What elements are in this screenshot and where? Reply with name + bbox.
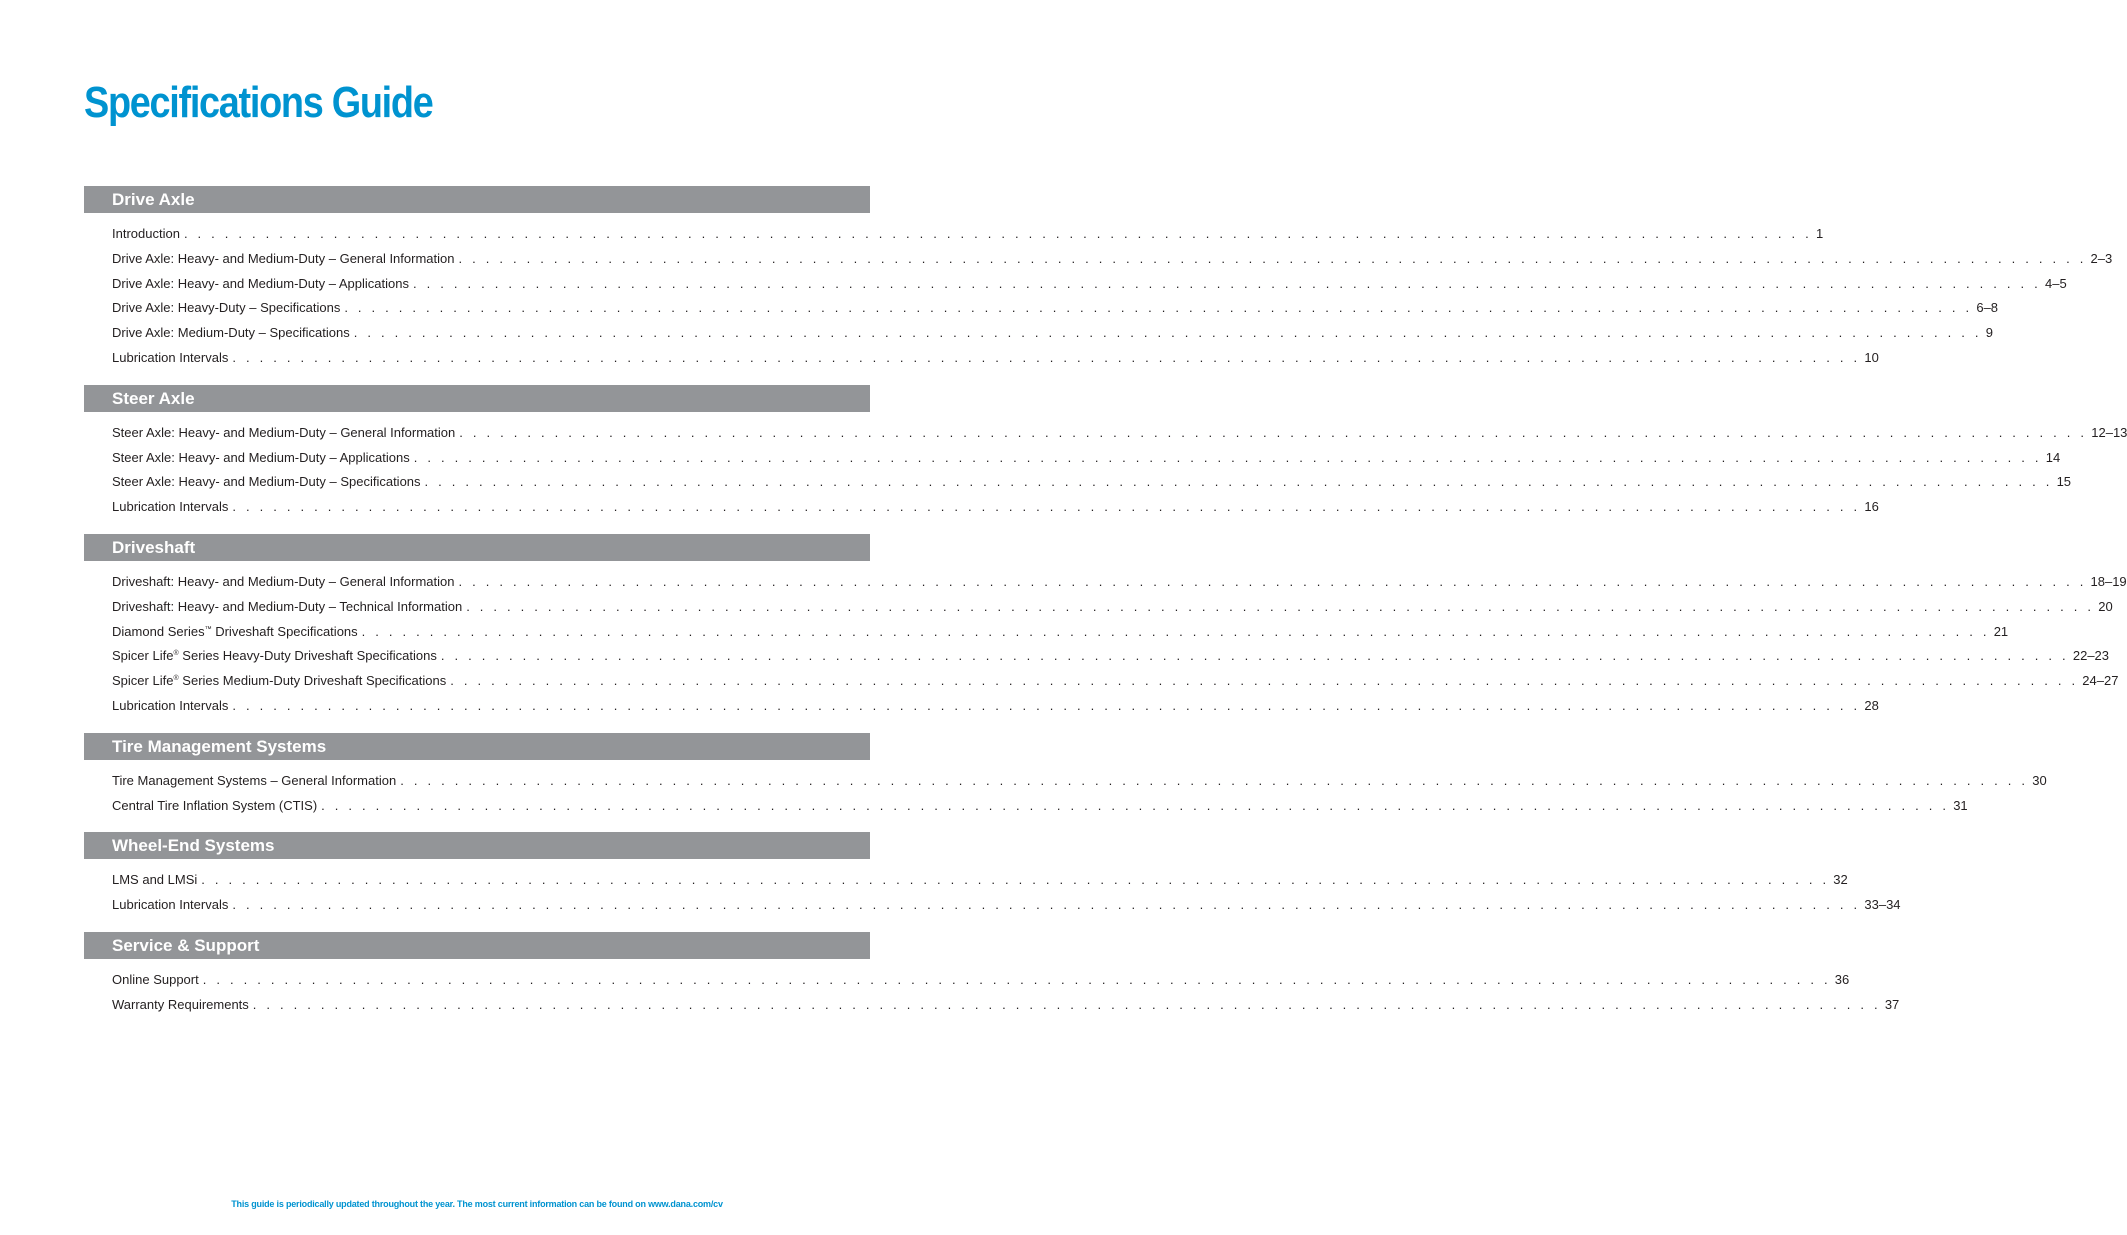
toc-entry[interactable] bbox=[112, 424, 2127, 450]
toc-entry-page: 4–5 bbox=[2045, 275, 2067, 291]
section-heading: Tire Management Systems bbox=[84, 733, 870, 760]
toc-entry-label: Drive Axle: Heavy- and Medium-Duty – Applications bbox=[112, 275, 409, 291]
section-heading: Wheel-End Systems bbox=[84, 832, 870, 859]
toc-entry-page: 16 bbox=[1864, 499, 1879, 515]
toc-entry-label: Introduction bbox=[112, 226, 180, 241]
toc-entry[interactable] bbox=[112, 971, 1850, 997]
dot-leader: . . . . . . . . . . . . . . . . . . . . . . . . . . . . . . . . . . . . . . . . . . . . . . . . . . . . . . . . . . . . . . . . . . . . . . . . . . . . . . . . . . . . . . . . . . . . . . . . . . . . . . . . . . . . . . . . . . . . . . . . bbox=[201, 872, 1830, 888]
dot-leader: . . . . . . . . . . . . . . . . . . . . . . . . . . . . . . . . . . . . . . . . . . . . . . . . . . . . . . . . . . . . . . . . . . . . . . . . . . . . . . . . . . . . . . . . . . . . . . . . . . . . . . . . . . . . . . . . . . . . . . . . bbox=[202, 971, 1831, 987]
toc-entry-page: 14 bbox=[2045, 449, 2061, 465]
toc-entry-label: Central Tire Inflation System (CTIS) bbox=[112, 797, 318, 813]
dot-leader: . . . . . . . . . . . . . . . . . . . . . . . . . . . . . . . . . . . . . . . . . . . . . . . . . . . . . . . . . . . . . . . . . . . . . . . . . . . . . . . . . . . . . . . . . . . . . . . . . . . . . . . . . . . . . . . . . . . . . . . . bbox=[353, 325, 1982, 341]
section-heading: Drive Axle bbox=[84, 186, 870, 213]
toc-section bbox=[84, 832, 1901, 932]
toc-entry-label: Driveshaft: Heavy- and Medium-Duty – General Information bbox=[112, 573, 455, 589]
toc-entry-label: Spicer Life® Series Medium-Duty Driveshaft Specifications bbox=[112, 673, 447, 689]
toc-entry-page: 33–34 bbox=[1864, 897, 1901, 913]
dot-leader: . . . . . . . . . . . . . . . . . . . . . . . . . . . . . . . . . . . . . . . . . . . . . . . . . . . . . . . . . . . . . . . . . . . . . . . . . . . . . . . . . . . . . . . . . . . . . . . . . . . . . . . . . . . . . . . . . . . . . . . . bbox=[459, 424, 2088, 440]
toc-entry-page: 21 bbox=[1993, 623, 2009, 639]
dot-leader: . . . . . . . . . . . . . . . . . . . . . . . . . . . . . . . . . . . . . . . . . . . . . . . . . . . . . . . . . . . . . . . . . . . . . . . . . . . . . . . . . . . . . . . . . . . . . . . . . . . . . . . . . . . . . . . . . . . . . . . . bbox=[232, 897, 1861, 913]
dot-leader: . . . . . . . . . . . . . . . . . . . . . . . . . . . . . . . . . . . . . . . . . . . . . . . . . . . . . . . . . . . . . . . . . . . . . . . . . . . . . . . . . . . . . . . . . . . . . . . . . . . . . . . . . . . . . . . . . . . . . . . . bbox=[344, 300, 1973, 316]
section-entries bbox=[84, 760, 2047, 833]
dot-leader: . . . . . . . . . . . . . . . . . . . . . . . . . . . . . . . . . . . . . . . . . . . . . . . . . . . . . . . . . . . . . . . . . . . . . . . . . . . . . . . . . . . . . . . . . . . . . . . . . . . . . . . . . . . . . . . . . . . . . . . . bbox=[252, 996, 1881, 1012]
section-heading: Driveshaft bbox=[84, 534, 870, 561]
dot-leader: . . . . . . . . . . . . . . . . . . . . . . . . . . . . . . . . . . . . . . . . . . . . . . . . . . . . . . . . . . . . . . . . . . . . . . . . . . . . . . . . . . . . . . . . . . . . . . . . . . . . . . . . . . . . . . . . . . . . . . . . bbox=[232, 697, 1861, 713]
toc-section bbox=[84, 534, 2127, 733]
toc-entry[interactable] bbox=[112, 325, 1993, 350]
toc-entry-label: Lubrication Intervals bbox=[112, 499, 229, 515]
toc-entry-label: Driveshaft: Heavy- and Medium-Duty – Technical Information bbox=[112, 598, 463, 614]
dot-leader: . . . . . . . . . . . . . . . . . . . . . . . . . . . . . . . . . . . . . . . . . . . . . . . . . . . . . . . . . . . . . . . . . . . . . . . . . . . . . . . . . . . . . . . . . . . . . . . . . . . . . . . . . . . . . . . . . . . . . . . . bbox=[183, 226, 1812, 241]
section-entries bbox=[84, 959, 1900, 1032]
toc-entry[interactable] bbox=[112, 300, 1999, 325]
toc-entry[interactable] bbox=[112, 474, 2072, 499]
toc-entry-page: 24–27 bbox=[2082, 673, 2119, 689]
toc-entry-label: Lubrication Intervals bbox=[112, 697, 229, 713]
dot-leader: . . . . . . . . . . . . . . . . . . . . . . . . . . . . . . . . . . . . . . . . . . . . . . . . . . . . . . . . . . . . . . . . . . . . . . . . . . . . . . . . . . . . . . . . . . . . . . . . . . . . . . . . . . . . . . . . . . . . . . . . bbox=[450, 673, 2079, 689]
toc-entry-page: 10 bbox=[1864, 349, 1879, 365]
toc-entry-label: Drive Axle: Heavy- and Medium-Duty – General Information bbox=[112, 250, 455, 266]
toc-entry[interactable] bbox=[112, 499, 1879, 524]
toc-entry-label: Warranty Requirements bbox=[112, 996, 249, 1012]
toc-entry-page: 6–8 bbox=[1976, 300, 1999, 316]
toc-entry-page: 1 bbox=[1815, 226, 1824, 241]
toc-entry-page: 31 bbox=[1953, 797, 1968, 813]
toc-entry-page: 12–13 bbox=[2091, 424, 2127, 440]
toc-entry-page: 37 bbox=[1884, 996, 1900, 1012]
dot-leader: . . . . . . . . . . . . . . . . . . . . . . . . . . . . . . . . . . . . . . . . . . . . . . . . . . . . . . . . . . . . . . . . . . . . . . . . . . . . . . . . . . . . . . . . . . . . . . . . . . . . . . . . . . . . . . . . . . . . . . . . bbox=[466, 598, 2095, 614]
toc-entry-page: 15 bbox=[2056, 474, 2072, 490]
toc-entry-page: 20 bbox=[2098, 598, 2113, 614]
dot-leader: . . . . . . . . . . . . . . . . . . . . . . . . . . . . . . . . . . . . . . . . . . . . . . . . . . . . . . . . . . . . . . . . . . . . . . . . . . . . . . . . . . . . . . . . . . . . . . . . . . . . . . . . . . . . . . . . . . . . . . . . bbox=[400, 772, 2029, 788]
dot-leader: . . . . . . . . . . . . . . . . . . . . . . . . . . . . . . . . . . . . . . . . . . . . . . . . . . . . . . . . . . . . . . . . . . . . . . . . . . . . . . . . . . . . . . . . . . . . . . . . . . . . . . . . . . . . . . . . . . . . . . . . bbox=[232, 499, 1861, 515]
toc-section bbox=[84, 186, 2113, 385]
toc-entry-page: 32 bbox=[1833, 872, 1848, 888]
dot-leader: . . . . . . . . . . . . . . . . . . . . . . . . . . . . . . . . . . . . . . . . . . . . . . . . . . . . . . . . . . . . . . . . . . . . . . . . . . . . . . . . . . . . . . . . . . . . . . . . . . . . . . . . . . . . . . . . . . . . . . . . bbox=[361, 623, 1990, 639]
toc-section bbox=[84, 733, 2047, 833]
dot-leader: . . . . . . . . . . . . . . . . . . . . . . . . . . . . . . . . . . . . . . . . . . . . . . . . . . . . . . . . . . . . . . . . . . . . . . . . . . . . . . . . . . . . . . . . . . . . . . . . . . . . . . . . . . . . . . . . . . . . . . . . bbox=[440, 648, 2069, 664]
toc-entry[interactable] bbox=[112, 275, 2067, 301]
section-entries bbox=[84, 213, 2113, 385]
dot-leader: . . . . . . . . . . . . . . . . . . . . . . . . . . . . . . . . . . . . . . . . . . . . . . . . . . . . . . . . . . . . . . . . . . . . . . . . . . . . . . . . . . . . . . . . . . . . . . . . . . . . . . . . . . . . . . . . . . . . . . . . bbox=[458, 573, 2087, 589]
section-entries bbox=[84, 561, 2127, 733]
section-entries bbox=[84, 859, 1901, 932]
toc-entry-label: Lubrication Intervals bbox=[112, 349, 229, 365]
toc-entry[interactable] bbox=[112, 349, 1879, 375]
toc-entry-label: Drive Axle: Medium-Duty – Specifications bbox=[112, 325, 350, 341]
table-of-contents bbox=[84, 186, 2127, 1032]
toc-entry[interactable] bbox=[112, 648, 2110, 673]
toc-entry-label: LMS and LMSi bbox=[112, 872, 198, 888]
toc-entry[interactable] bbox=[112, 872, 1848, 897]
toc-entry-label: Spicer Life® Series Heavy-Duty Driveshaft Specifications bbox=[112, 648, 437, 664]
toc-entry-label: Drive Axle: Heavy-Duty – Specifications bbox=[112, 300, 341, 316]
dot-leader: . . . . . . . . . . . . . . . . . . . . . . . . . . . . . . . . . . . . . . . . . . . . . . . . . . . . . . . . . . . . . . . . . . . . . . . . . . . . . . . . . . . . . . . . . . . . . . . . . . . . . . . . . . . . . . . . . . . . . . . . bbox=[321, 797, 1950, 813]
toc-entry[interactable] bbox=[112, 797, 1968, 823]
toc-entry-label: Diamond Series™ Driveshaft Specifications bbox=[112, 623, 358, 639]
toc-entry-page: 22–23 bbox=[2072, 648, 2110, 664]
toc-entry[interactable] bbox=[112, 623, 2009, 649]
toc-entry-page: 2–3 bbox=[2090, 250, 2113, 266]
dot-leader: . . . . . . . . . . . . . . . . . . . . . . . . . . . . . . . . . . . . . . . . . . . . . . . . . . . . . . . . . . . . . . . . . . . . . . . . . . . . . . . . . . . . . . . . . . . . . . . . . . . . . . . . . . . . . . . . . . . . . . . . bbox=[232, 349, 1861, 365]
toc-section bbox=[84, 932, 1900, 1032]
toc-entry-label: Steer Axle: Heavy- and Medium-Duty – General Information bbox=[112, 424, 456, 440]
toc-entry-label: Steer Axle: Heavy- and Medium-Duty – Specifications bbox=[112, 474, 421, 490]
toc-entry[interactable] bbox=[112, 250, 2113, 276]
toc-entry-page: 36 bbox=[1834, 971, 1850, 987]
toc-entry[interactable] bbox=[112, 449, 2061, 475]
dot-leader: . . . . . . . . . . . . . . . . . . . . . . . . . . . . . . . . . . . . . . . . . . . . . . . . . . . . . . . . . . . . . . . . . . . . . . . . . . . . . . . . . . . . . . . . . . . . . . . . . . . . . . . . . . . . . . . . . . . . . . . . bbox=[413, 449, 2042, 465]
toc-entry[interactable] bbox=[112, 573, 2127, 599]
toc-entry-page: 30 bbox=[2032, 772, 2047, 788]
dot-leader: . . . . . . . . . . . . . . . . . . . . . . . . . . . . . . . . . . . . . . . . . . . . . . . . . . . . . . . . . . . . . . . . . . . . . . . . . . . . . . . . . . . . . . . . . . . . . . . . . . . . . . . . . . . . . . . . . . . . . . . . bbox=[424, 474, 2053, 490]
dot-leader: . . . . . . . . . . . . . . . . . . . . . . . . . . . . . . . . . . . . . . . . . . . . . . . . . . . . . . . . . . . . . . . . . . . . . . . . . . . . . . . . . . . . . . . . . . . . . . . . . . . . . . . . . . . . . . . . . . . . . . . . bbox=[458, 250, 2087, 266]
toc-entry[interactable] bbox=[112, 996, 1900, 1022]
section-heading: Service & Support bbox=[84, 932, 870, 959]
toc-entry-page: 18–19 bbox=[2090, 573, 2127, 589]
section-heading: Steer Axle bbox=[84, 385, 870, 412]
toc-entry[interactable] bbox=[112, 226, 1824, 251]
toc-entry-label: Online Support bbox=[112, 971, 199, 987]
toc-entry-label: Lubrication Intervals bbox=[112, 897, 229, 913]
toc-entry[interactable] bbox=[112, 598, 2113, 624]
toc-entry-label: Steer Axle: Heavy- and Medium-Duty – Applications bbox=[112, 449, 410, 465]
toc-entry-label: Tire Management Systems – General Information bbox=[112, 772, 397, 788]
toc-entry[interactable] bbox=[112, 897, 1901, 922]
toc-entry[interactable] bbox=[112, 772, 2047, 798]
section-entries bbox=[84, 412, 2127, 534]
footer-note: This guide is periodically updated throughout the year. The most current information can be found on www.dana.com/cv bbox=[231, 1199, 723, 1209]
toc-entry[interactable] bbox=[112, 673, 2119, 698]
toc-entry[interactable] bbox=[112, 697, 1879, 723]
toc-entry-page: 28 bbox=[1864, 697, 1879, 713]
toc-entry-page: 9 bbox=[1985, 325, 1993, 341]
dot-leader: . . . . . . . . . . . . . . . . . . . . . . . . . . . . . . . . . . . . . . . . . . . . . . . . . . . . . . . . . . . . . . . . . . . . . . . . . . . . . . . . . . . . . . . . . . . . . . . . . . . . . . . . . . . . . . . . . . . . . . . . bbox=[412, 275, 2041, 291]
toc-section bbox=[84, 385, 2127, 534]
page-title: Specifications Guide bbox=[84, 78, 433, 127]
